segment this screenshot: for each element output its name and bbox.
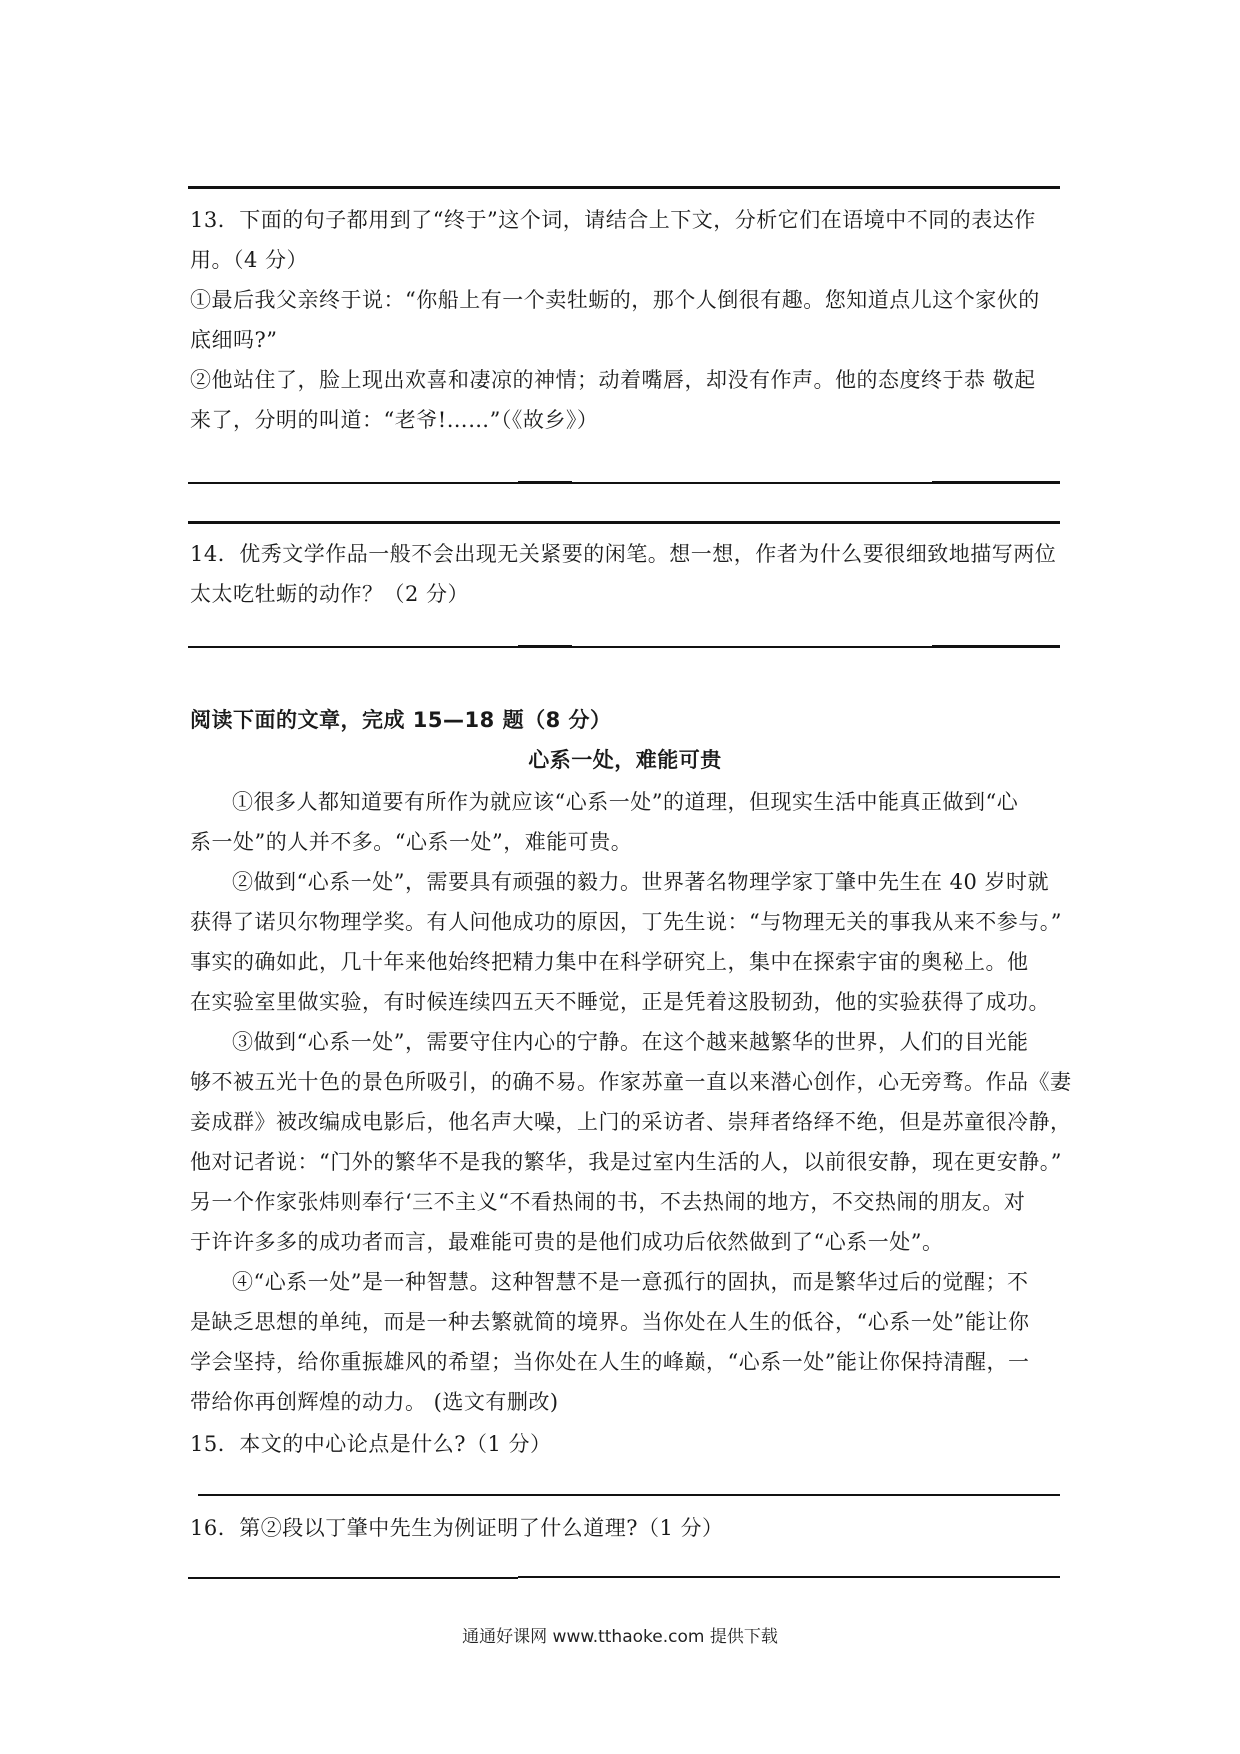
- question-13-stem-line1: 13．下面的句子都用到了“终于”这个词，请结合上下文，分析它们在语境中不同的表达作: [190, 208, 1036, 232]
- paragraph-3-line1: ③做到“心系一处”，需要守住内心的宁静。在这个越来越繁华的世界，人们的目光能: [232, 1030, 1029, 1054]
- paragraph-1-line2: 系一处”的人并不多。“心系一处”，难能可贵。: [190, 830, 633, 854]
- paragraph-2-line4: 在实验室里做实验，有时候连续四五天不睡觉，正是凭着这股韧劲，他的实验获得了成功。: [190, 990, 1050, 1014]
- article-title: 心系一处，难能可贵: [528, 748, 722, 772]
- paragraph-3-line3: 妾成群》被改编成电影后，他名声大噪，上门的采访者、崇拜者络绎不绝，但是苏童很冷静，: [190, 1110, 1072, 1134]
- answer-line: [188, 186, 1060, 189]
- paragraph-3-line5: 另一个作家张炜则奉行‘三不主义“不看热闹的书，不去热闹的地方，不交热闹的朋友。对: [190, 1190, 1026, 1214]
- answer-line: [188, 482, 518, 484]
- answer-line: [572, 646, 932, 648]
- paragraph-3-line4: 他对记者说：“门外的繁华不是我的繁华，我是过室内生活的人，以前很安静，现在更安静。”: [190, 1150, 1062, 1174]
- question-14-line2: 太太吃牡蛎的动作？（2 分）: [190, 582, 470, 606]
- question-14-line1: 14．优秀文学作品一般不会出现无关紧要的闲笔。想一想，作者为什么要很细致地描写两位: [190, 542, 1057, 566]
- answer-line: [572, 482, 932, 484]
- answer-line: [198, 1494, 1060, 1496]
- question-13: [190, 200, 1060, 440]
- question-14: [190, 534, 1060, 614]
- answer-line: [932, 481, 1060, 484]
- paragraph-4-line1: ④“心系一处”是一种智慧。这种智慧不是一意孤行的固执，而是繁华过后的觉醒；不: [232, 1270, 1029, 1294]
- question-13-sentence2-line1: ②他站住了，脸上现出欢喜和凄凉的神情；动着嘴唇，却没有作声。他的态度终于恭 敬起: [190, 368, 1036, 392]
- answer-line: [188, 646, 518, 648]
- reading-instruction: 阅读下面的文章，完成 15—18 题（8 分）: [190, 708, 612, 732]
- paragraph-2-line1: ②做到“心系一处”，需要具有顽强的毅力。世界著名物理学家丁肇中先生在 40 岁时就: [232, 870, 1050, 894]
- paragraph-4-line3: 学会坚持，给你重振雄风的希望；当你处在人生的峰巅，“心系一处”能让你保持清醒，一: [190, 1350, 1030, 1374]
- paragraph-2-line3: 事实的确如此，几十年来他始终把精力集中在科学研究上，集中在探索宇宙的奥秘上。他: [190, 950, 1029, 974]
- article-body: [190, 782, 1072, 1422]
- paragraph-3-line2: 够不被五光十色的景色所吸引，的确不易。作家苏童一直以来潜心创作，心无旁骛。作品《妻: [190, 1070, 1072, 1094]
- question-15: 15．本文的中心论点是什么?（1 分）: [190, 1432, 552, 1456]
- question-16: 16．第②段以丁肇中先生为例证明了什么道理?（1 分）: [190, 1516, 724, 1540]
- paragraph-4-line4: 带给你再创辉煌的动力。 (选文有删改): [190, 1390, 559, 1414]
- paragraph-1-line1: ①很多人都知道要有所作为就应该“心系一处”的道理，但现实生活中能真正做到“心: [232, 790, 1019, 814]
- question-13-sentence1-line2: 底细吗?”: [190, 328, 278, 352]
- answer-line: [188, 1577, 518, 1579]
- question-13-stem-line2: 用。（4 分）: [190, 248, 309, 272]
- answer-line: [518, 481, 572, 484]
- answer-line: [188, 521, 1060, 524]
- question-13-sentence1-line1: ①最后我父亲终于说：“你船上有一个卖牡蛎的，那个人倒很有趣。您知道点儿这个家伙的: [190, 288, 1040, 312]
- page-footer: 通通好课网 www.tthaoke.com 提供下载: [462, 1627, 778, 1647]
- paragraph-2-line2: 获得了诺贝尔物理学奖。有人问他成功的原因，丁先生说：“与物理无关的事我从来不参与。”: [190, 910, 1062, 934]
- paragraph-4-line2: 是缺乏思想的单纯，而是一种去繁就简的境界。当你处在人生的低谷，“心系一处”能让你: [190, 1310, 1030, 1334]
- answer-line: [518, 645, 572, 648]
- answer-line: [932, 645, 1060, 648]
- paragraph-3-line6: 于许许多多的成功者而言，最难能可贵的是他们成功后依然做到了“心系一处”。: [190, 1230, 944, 1254]
- answer-line: [518, 1576, 1060, 1578]
- question-13-sentence2-line2: 来了，分明的叫道：“老爷!……”（《故乡》）: [190, 408, 599, 432]
